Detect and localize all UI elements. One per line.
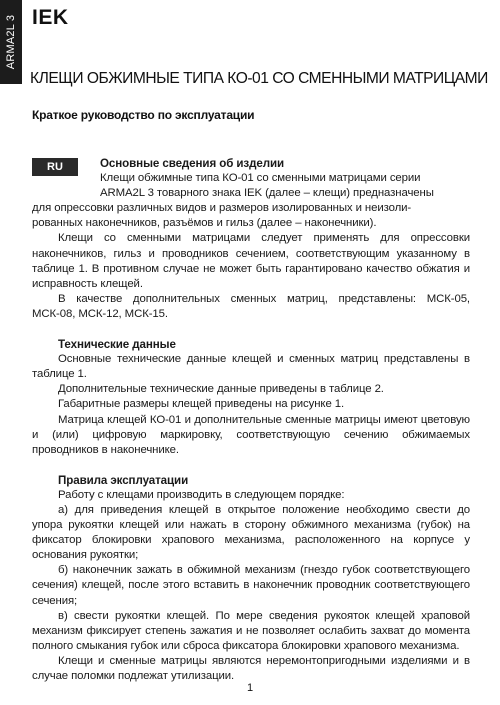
paragraph-basics-line-2: ARMA2L 3 товарного знака IEK (далее – клещи) предназначены [100,187,434,200]
paragraph-rules-2: а) для приведения клещей в открытое положение необходимо свести до упора рукоятки клещей или нажать в сторону обжимного механизма (губок) на фиксатор блокировки храпового механизма, расположенного на корпусе у основания рукоятки; [32,503,470,562]
brand-logo: IEK [32,6,69,29]
paragraph-rules-4: в) свести рукоятки клещей. По мере сведения рукояток клещей храповой механизм фиксирует степень зажатия и не позволяет ослабить захват до момента полного смыкания губок или сброса фиксатора блокировки храпового механизма. [32,609,470,652]
section-heading-rules: Правила эксплуатации [58,473,189,487]
section-heading-basics: Основные сведения об изделии [100,157,285,170]
section-heading-tech: Технические данные [58,338,176,352]
language-badge: RU [32,158,78,176]
manual-content [32,156,470,684]
product-series-label: ARMA2L 3 [5,14,17,70]
paragraph-basics-line-3: для опрессовки различных видов и размеров изолированных и неизоли- [32,202,412,215]
paragraph-tech-4: Матрица клещей КО-01 и дополнительные сменные матрицы имеют цветовую и (или) цифровую маркировку, соответствующую сечению обжимаемых проводников в наконечнике. [32,413,470,456]
paragraph-basics-line-4: рованных наконечников, разъёмов и гильз (далее – наконечники). [32,217,377,230]
paragraph-tech-2: Дополнительные технические данные приведены в таблице 2. [58,383,384,396]
paragraph-tech-3: Габаритные размеры клещей приведены на рисунке 1. [58,398,345,411]
paragraph-basics-line-1: Клещи обжимные типа КО-01 со сменными матрицами серии [100,172,421,185]
paragraph-rules-3: б) наконечник зажать в обжимной механизм (гнездо губок соответствующего сечения) клещей, после этого вставить в наконечник проводник соответствующего сечения; [32,564,470,607]
page-number: 1 [246,682,254,694]
document-subtitle: Краткое руководство по эксплуатации [32,108,255,122]
document-title: КЛЕЩИ ОБЖИМНЫЕ ТИПА КО-01 СО СМЕННЫМИ МАТРИЦАМИ [30,70,488,87]
paragraph-rules-1: Работу с клещами производить в следующем порядке: [58,488,345,501]
paragraph-rules-5: Клещи и сменные матрицы являются неремонтопригодными изделиями и в случае поломки подлежат утилизации. [32,654,470,682]
paragraph-tech-1: Основные технические данные клещей и сменных матриц представлены в таблице 1. [32,353,470,381]
paragraph-basics-3: В качестве дополнительных сменных матриц, представлены: МСК-05, МСК-08, МСК-12, МСК-15. [32,292,470,320]
product-series-tab [0,0,22,84]
paragraph-basics-2: Клещи со сменными матрицами следует применять для опрессовки наконечников, гильз и проводников сечением, соответствующим указанному в таблице 1. В противном случае не может быть гарантировано качество обжатия и исправность клещей. [32,232,470,290]
